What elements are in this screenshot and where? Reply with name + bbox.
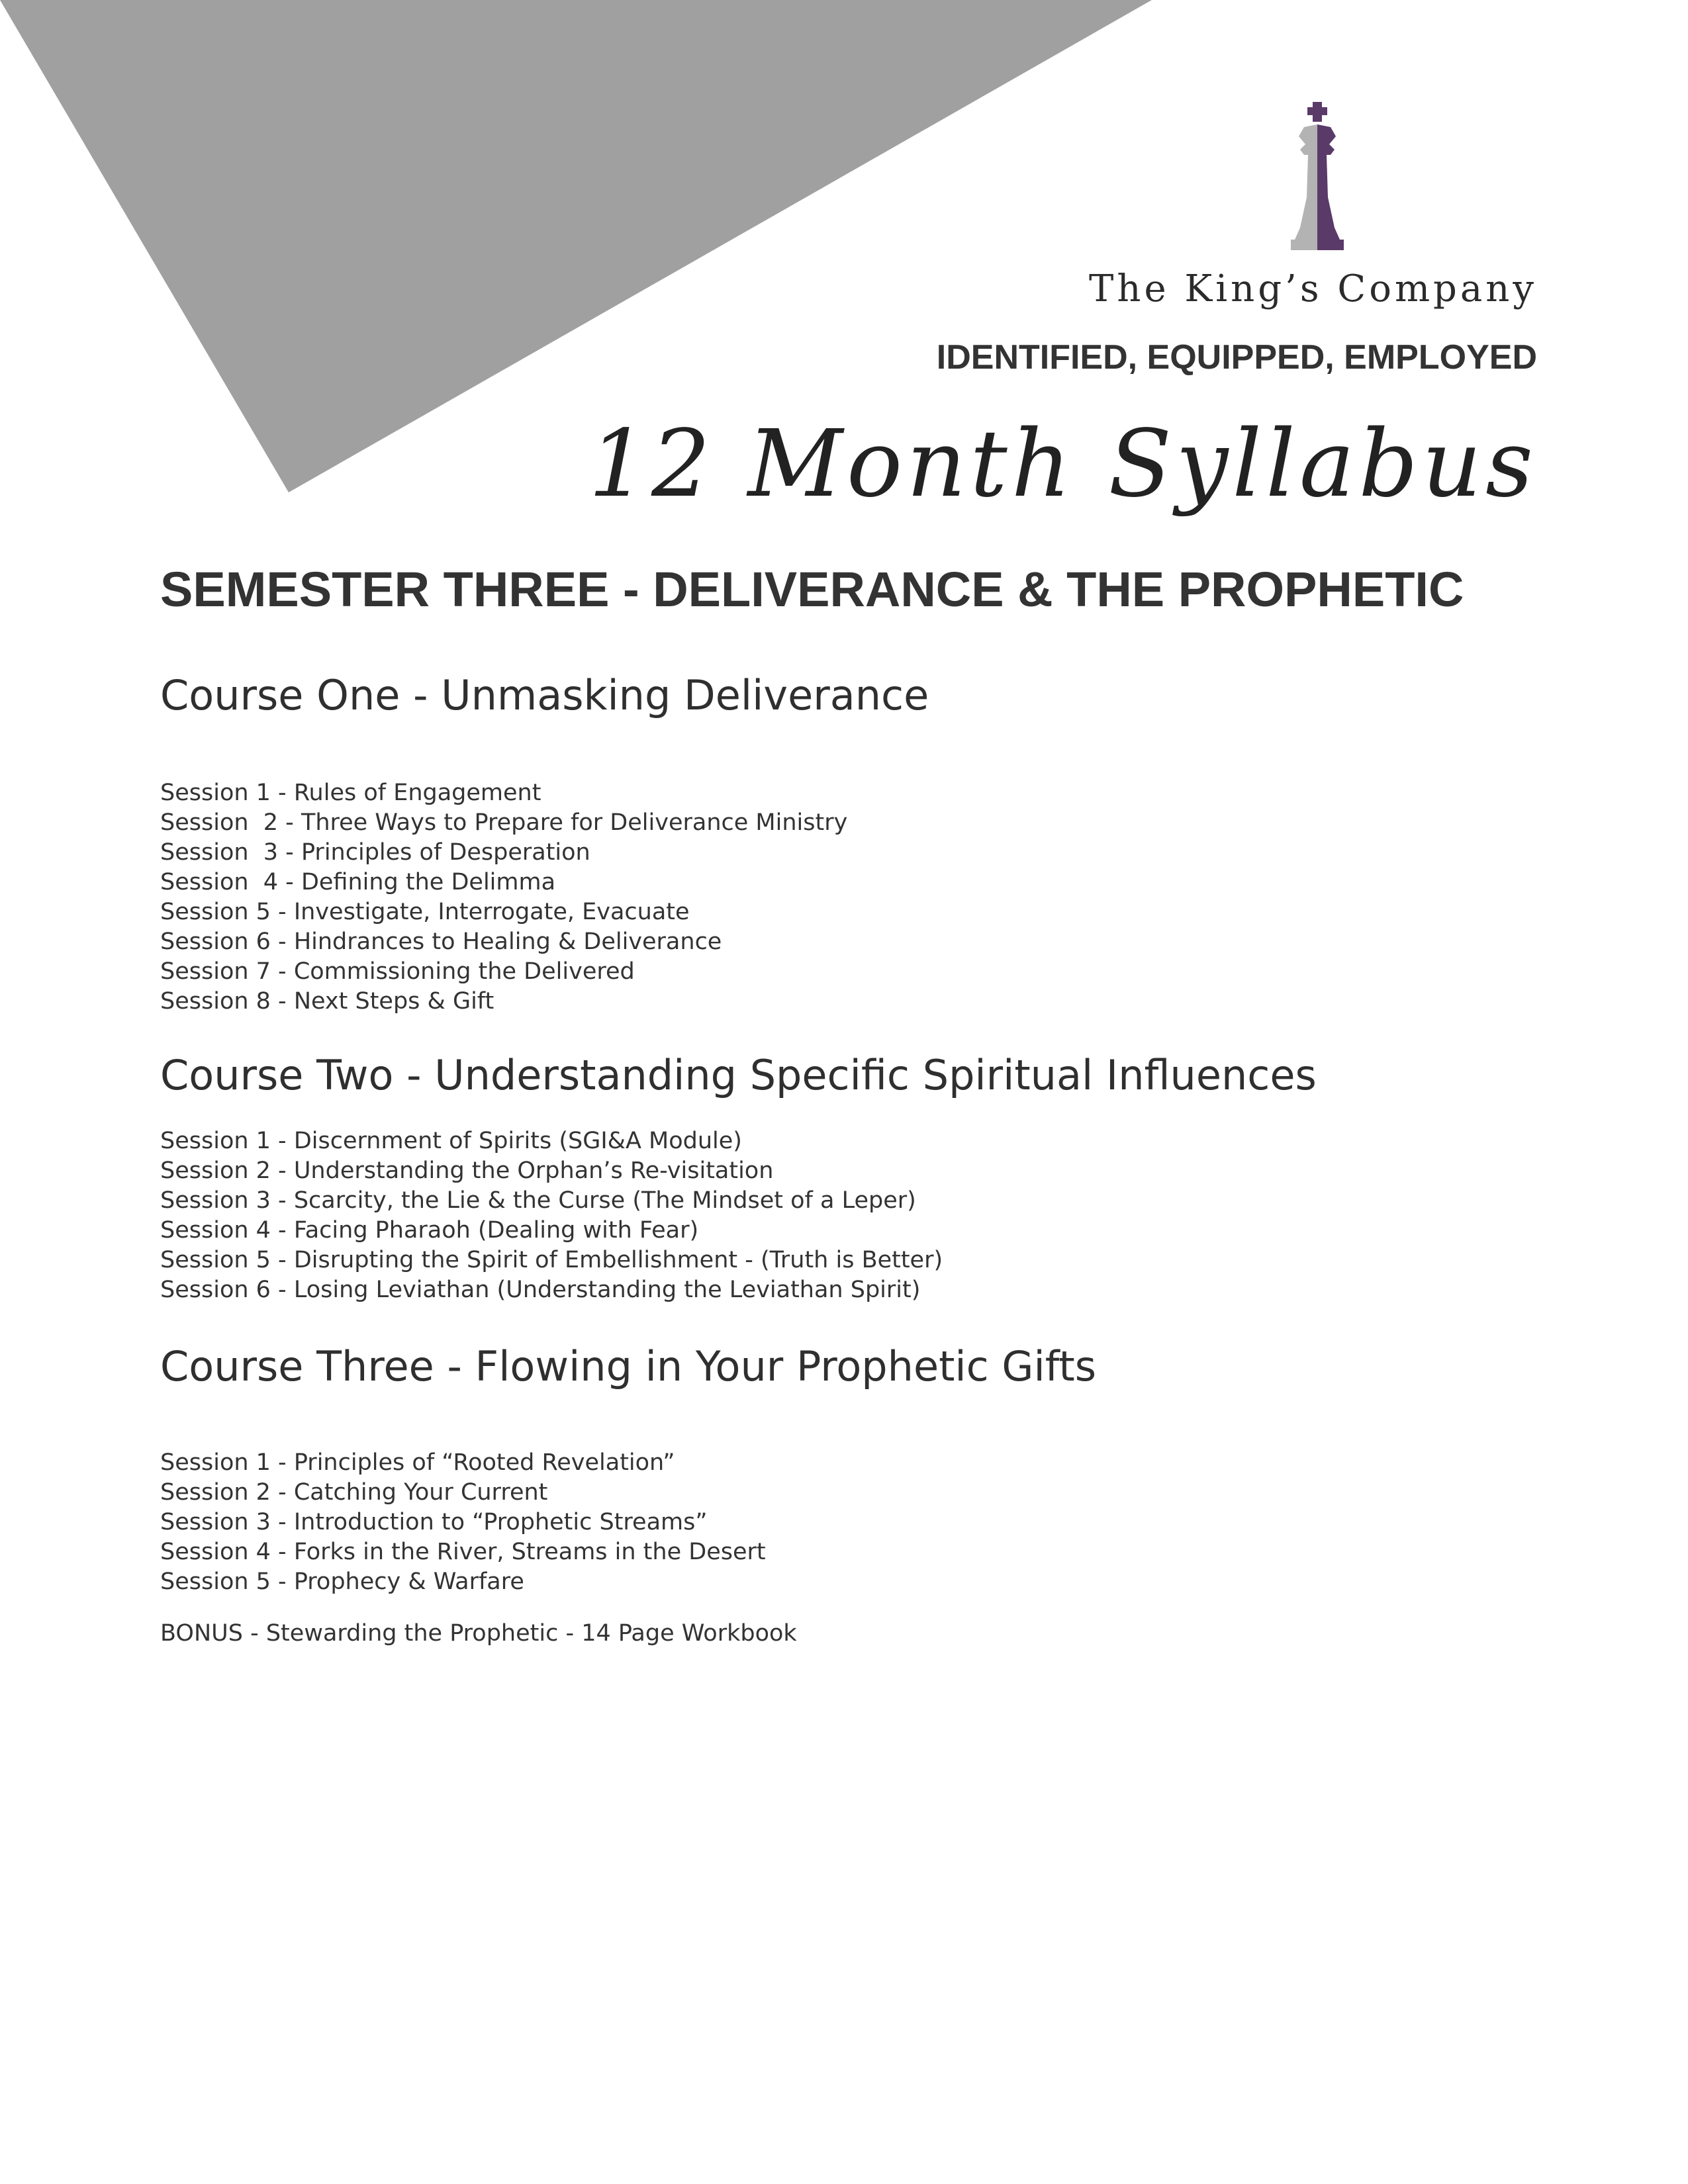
list-item: Session 1 - Principles of “Rooted Revelation” [160,1449,675,1476]
list-item: Session 2 - Understanding the Orphan’s Re-visitation [160,1158,774,1184]
session-list-two [160,1126,943,1305]
list-item: Session 6 - Hindrances to Healing & Deliverance [160,929,722,955]
course-title-one: Course One - Unmasking Deliverance [160,671,929,719]
list-item: Session 2 - Three Ways to Prepare for Deliverance Ministry [160,809,848,836]
list-item: Session 4 - Facing Pharaoh (Dealing with Fear) [160,1217,699,1244]
list-item: Session 5 - Investigate, Interrogate, Evacuate [160,899,690,925]
session-list-three [160,1448,766,1597]
list-item: Session 5 - Prophecy & Warfare [160,1569,524,1595]
list-item: Session 2 - Catching Your Current [160,1479,548,1506]
list-item: Session 1 - Discernment of Spirits (SGI&A Module) [160,1128,742,1154]
course-title-three: Course Three - Flowing in Your Prophetic Gifts [160,1342,1097,1390]
semester-title: SEMESTER THREE - DELIVERANCE & THE PROPHETIC [160,562,1464,617]
list-item: Session 3 - Introduction to “Prophetic Streams” [160,1509,708,1535]
list-item: Session 1 - Rules of Engagement [160,780,541,806]
list-item: Session 6 - Losing Leviathan (Understanding the Leviathan Spirit) [160,1277,921,1303]
list-item: Session 3 - Principles of Desperation [160,839,590,866]
list-item: Session 3 - Scarcity, the Lie & the Curse (The Mindset of a Leper) [160,1187,916,1214]
script-title: 12 Month Syllabus [588,410,1537,518]
brand-name: The King’s Company [1089,267,1537,310]
course-title-two: Course Two - Understanding Specific Spiritual Influences [160,1051,1317,1099]
list-item: Session 8 - Next Steps & Gift [160,988,494,1015]
chess-king-logo-icon [1271,98,1364,263]
list-item: Session 7 - Commissioning the Delivered [160,958,635,985]
list-item: Session 4 - Forks in the River, Streams in the Desert [160,1539,766,1565]
list-item: Session 5 - Disrupting the Spirit of Embellishment - (Truth is Better) [160,1247,943,1273]
bonus-note: BONUS - Stewarding the Prophetic - 14 Page Workbook [160,1620,797,1647]
tagline: IDENTIFIED, EQUIPPED, EMPLOYED [936,338,1537,377]
list-item: Session 4 - Defining the Delimma [160,869,556,895]
session-list-one [160,778,847,1017]
